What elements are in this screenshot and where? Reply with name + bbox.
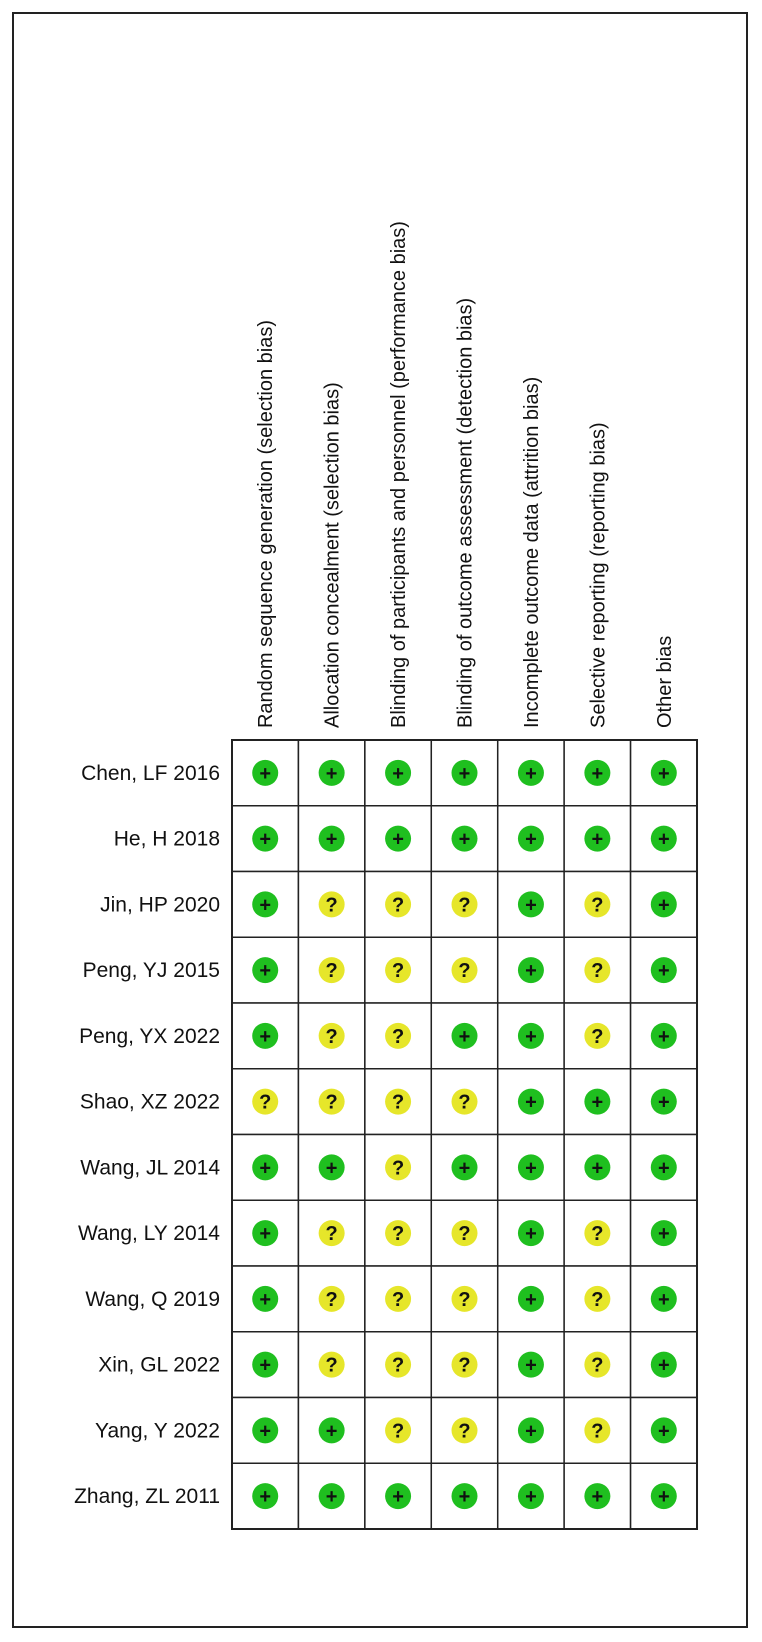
- plus-symbol: +: [259, 1288, 272, 1311]
- study-label: Jin, HP 2020: [100, 893, 220, 917]
- plus-symbol: +: [657, 762, 670, 785]
- plus-symbol: +: [525, 1486, 537, 1509]
- question-symbol: ?: [458, 960, 471, 983]
- plus-symbol: +: [325, 1486, 338, 1509]
- column-header: Incomplete outcome data (attrition bias): [520, 376, 543, 728]
- plus-symbol: +: [392, 1486, 404, 1509]
- plus-symbol: +: [259, 1157, 272, 1180]
- plus-symbol: +: [525, 1354, 537, 1377]
- plus-symbol: +: [259, 894, 272, 917]
- question-symbol: ?: [458, 1223, 471, 1246]
- plus-symbol: +: [591, 1486, 604, 1509]
- plus-symbol: +: [657, 828, 670, 851]
- question-symbol: ?: [325, 894, 338, 917]
- question-symbol: ?: [391, 1025, 405, 1048]
- study-label: Xin, GL 2022: [98, 1353, 220, 1377]
- question-symbol: ?: [259, 1091, 272, 1114]
- plus-symbol: +: [259, 1223, 272, 1246]
- question-symbol: ?: [458, 1091, 471, 1114]
- plus-symbol: +: [525, 1091, 537, 1114]
- question-symbol: ?: [391, 960, 405, 983]
- plus-symbol: +: [392, 828, 404, 851]
- plus-symbol: +: [392, 762, 404, 785]
- plus-symbol: +: [525, 1288, 537, 1311]
- plus-symbol: +: [591, 1157, 604, 1180]
- plus-symbol: +: [657, 960, 670, 983]
- question-symbol: ?: [391, 1091, 405, 1114]
- plus-symbol: +: [259, 762, 272, 785]
- plus-symbol: +: [657, 1091, 670, 1114]
- plus-symbol: +: [525, 1157, 537, 1180]
- study-label: Wang, JL 2014: [80, 1156, 220, 1180]
- study-label: Yang, Y 2022: [95, 1419, 220, 1443]
- plus-symbol: +: [525, 1223, 537, 1246]
- plus-symbol: +: [657, 894, 670, 917]
- question-symbol: ?: [591, 960, 604, 983]
- study-label: Shao, XZ 2022: [79, 1090, 220, 1114]
- question-symbol: ?: [591, 1288, 604, 1311]
- plus-symbol: +: [458, 1157, 471, 1180]
- question-symbol: ?: [391, 1157, 405, 1180]
- plus-symbol: +: [525, 894, 537, 917]
- plus-symbol: +: [259, 828, 272, 851]
- plus-symbol: +: [525, 762, 537, 785]
- question-symbol: ?: [458, 1288, 471, 1311]
- study-label: Peng, YX 2022: [79, 1024, 220, 1048]
- plus-symbol: +: [259, 1354, 272, 1377]
- plus-symbol: +: [259, 1025, 272, 1048]
- plus-symbol: +: [657, 1025, 670, 1048]
- question-symbol: ?: [325, 1223, 338, 1246]
- column-header: Blinding of participants and personnel (performance bias): [388, 221, 411, 728]
- question-symbol: ?: [591, 1025, 604, 1048]
- plus-symbol: +: [525, 1025, 537, 1048]
- plus-symbol: +: [325, 762, 338, 785]
- plus-symbol: +: [525, 1420, 537, 1443]
- study-label: Wang, Q 2019: [85, 1287, 220, 1311]
- plus-symbol: +: [458, 828, 471, 851]
- question-symbol: ?: [325, 1091, 338, 1114]
- question-symbol: ?: [591, 1354, 604, 1377]
- plus-symbol: +: [325, 828, 338, 851]
- question-symbol: ?: [325, 1288, 338, 1311]
- plus-symbol: +: [525, 828, 537, 851]
- plus-symbol: +: [259, 1420, 272, 1443]
- plus-symbol: +: [657, 1157, 670, 1180]
- question-symbol: ?: [391, 1223, 405, 1246]
- plus-symbol: +: [657, 1420, 670, 1443]
- question-symbol: ?: [591, 1420, 604, 1443]
- plus-symbol: +: [458, 762, 471, 785]
- column-header: Selective reporting (reporting bias): [587, 422, 610, 728]
- question-symbol: ?: [391, 1420, 405, 1443]
- plus-symbol: +: [458, 1025, 471, 1048]
- question-symbol: ?: [458, 1354, 471, 1377]
- study-label: Zhang, ZL 2011: [74, 1485, 220, 1509]
- study-label: He, H 2018: [113, 827, 220, 851]
- column-header: Allocation concealment (selection bias): [321, 382, 344, 728]
- study-label: Wang, LY 2014: [77, 1222, 220, 1246]
- question-symbol: ?: [458, 894, 471, 917]
- question-symbol: ?: [591, 1223, 604, 1246]
- question-symbol: ?: [591, 894, 604, 917]
- plus-symbol: +: [657, 1223, 670, 1246]
- question-symbol: ?: [325, 1354, 338, 1377]
- plus-symbol: +: [525, 960, 537, 983]
- column-header: Blinding of outcome assessment (detection bias): [454, 297, 477, 728]
- column-header: Random sequence generation (selection bias): [255, 319, 278, 728]
- question-symbol: ?: [391, 1288, 405, 1311]
- plus-symbol: +: [591, 1091, 604, 1114]
- plus-symbol: +: [458, 1486, 471, 1509]
- plus-symbol: +: [591, 762, 604, 785]
- question-symbol: ?: [325, 960, 338, 983]
- question-symbol: ?: [458, 1420, 471, 1443]
- plus-symbol: +: [657, 1288, 670, 1311]
- question-symbol: ?: [391, 1354, 405, 1377]
- plus-symbol: +: [657, 1354, 670, 1377]
- plus-symbol: +: [657, 1486, 670, 1509]
- plus-symbol: +: [325, 1420, 338, 1443]
- plus-symbol: +: [591, 828, 604, 851]
- plus-symbol: +: [325, 1157, 338, 1180]
- study-label: Peng, YJ 2015: [82, 959, 220, 983]
- column-header: Other bias: [653, 635, 676, 728]
- question-symbol: ?: [391, 894, 405, 917]
- plus-symbol: +: [259, 1486, 272, 1509]
- plus-symbol: +: [259, 960, 272, 983]
- study-label: Chen, LF 2016: [81, 761, 220, 785]
- question-symbol: ?: [325, 1025, 338, 1048]
